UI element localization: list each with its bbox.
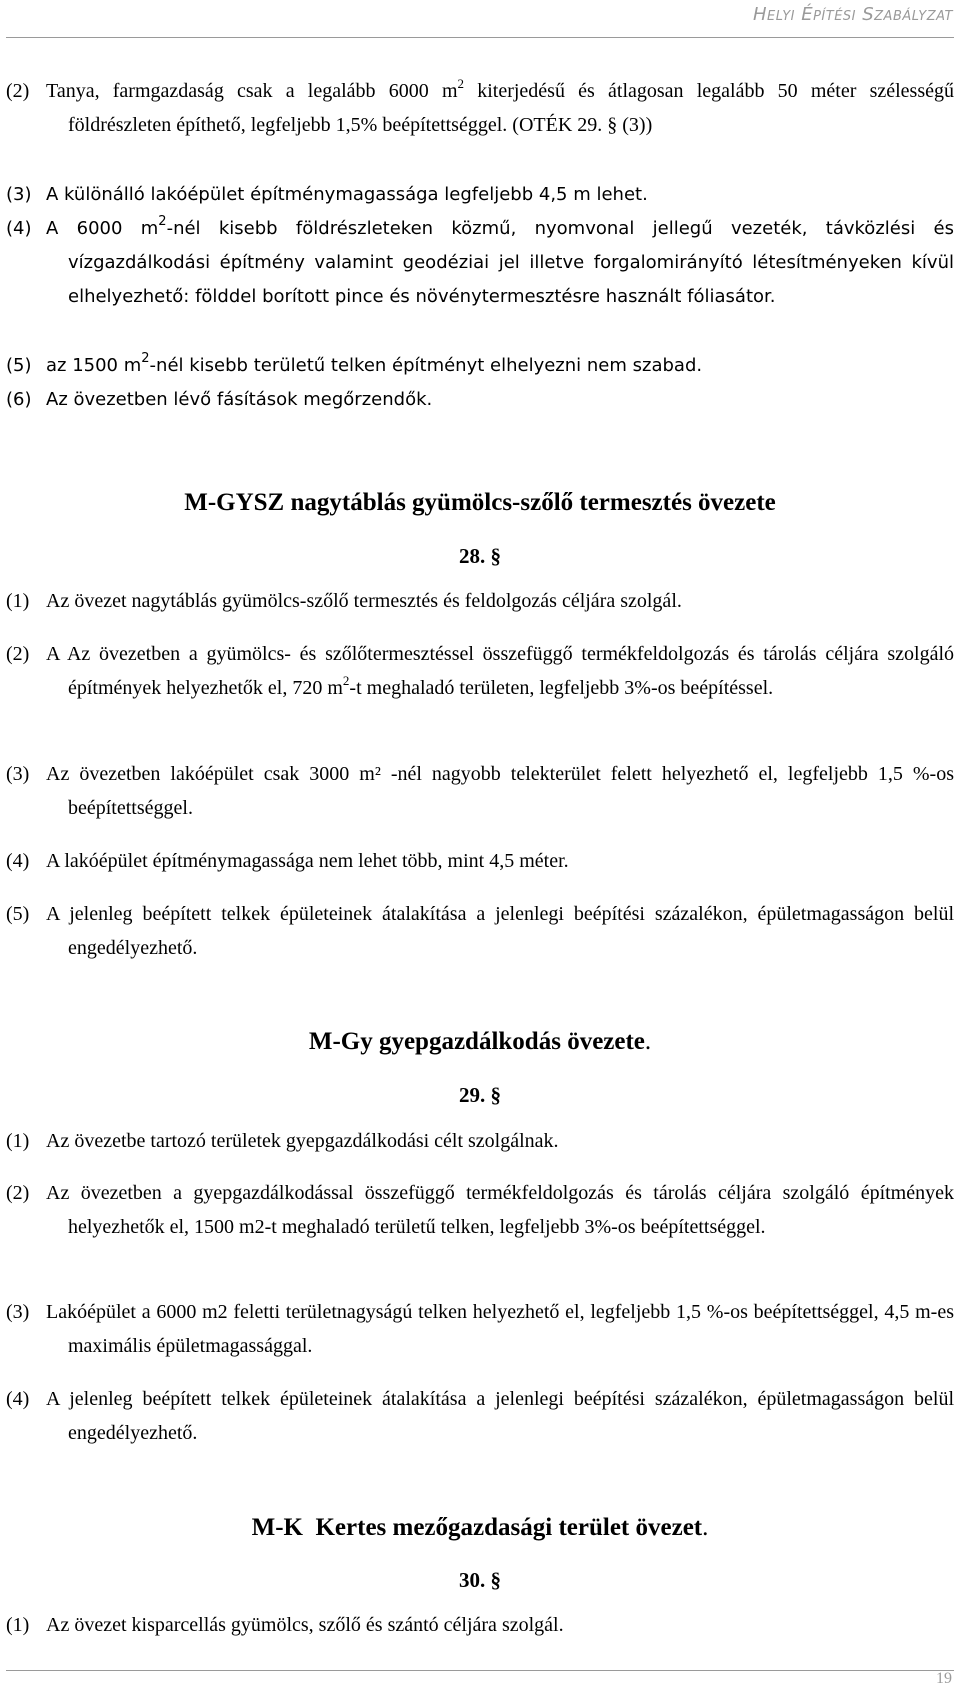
paragraph-number: (2) [6, 643, 30, 665]
paragraph-number: (1) [6, 590, 30, 612]
mk-paragraph-1 [6, 1608, 954, 1642]
paragraph-text: Az övezet nagytáblás gyümölcs-szőlő termesztés és feldolgozás céljára szolgál. [46, 590, 682, 612]
page-number: 19 [936, 1670, 952, 1687]
paragraph-text: A lakóépület építménymagassága nem lehet több, mint 4,5 méter. [46, 850, 569, 872]
section-heading-text: M-Gy gyepgazdálkodás övezete [308, 1028, 645, 1055]
paragraph-text: Az övezetben lévő fásítások megőrzendők. [46, 389, 433, 410]
paragraph-number: (2) [6, 1182, 30, 1204]
footer-divider [6, 1670, 954, 1671]
superscript: 2 [457, 76, 465, 91]
paragraph-text-tail: -nél kisebb területű telken építményt elhelyezni nem szabad. [149, 355, 703, 376]
paragraph-text: A jelenleg beépített telkek épületeinek átalakítása a jelenlegi beépítési százalékon, épületmagasságon belül engedélyezhető. [46, 1388, 954, 1444]
superscript: 2 [141, 351, 150, 366]
superscript: 2 [158, 214, 167, 229]
paragraph-number: (3) [6, 184, 32, 205]
paragraph-6 [6, 383, 954, 417]
paragraph-number: (2) [6, 80, 30, 102]
paragraph-3 [6, 178, 954, 212]
mgy-paragraph-2 [6, 1176, 954, 1244]
paragraph-number: (6) [6, 389, 32, 410]
paragraph-number: (3) [6, 1301, 30, 1323]
paragraph-text: Tanya, farmgazdaság csak a legalább 6000 m [46, 80, 458, 102]
section-number-29: 29. § [459, 1083, 501, 1107]
mgy-paragraph-3 [6, 1295, 954, 1363]
mgy-paragraph-4 [6, 1382, 954, 1450]
section-heading-period: . [702, 1514, 709, 1541]
paragraph-number: (1) [6, 1130, 30, 1152]
paragraph-5 [6, 349, 954, 383]
header-divider [6, 37, 954, 38]
superscript: 2 [342, 673, 350, 688]
paragraph-text-tail: kiterjedésű és átlagosan legalább 50 méter szélességű földrészleten építhető, legfeljebb 1,5% beépítettséggel. (OTÉK 29. § (3)) [68, 80, 954, 136]
paragraph-number: (3) [6, 763, 30, 785]
paragraph-text: Az övezetbe tartozó területek gyepgazdálkodási célt szolgálnak. [46, 1130, 559, 1152]
paragraph-text: az 1500 m [46, 355, 142, 376]
paragraph-text-tail: -nél kisebb földrészleteken közmű, nyomvonal jellegű vezeték, távközlési és vízgazdálkodási építmény valamint geodéziai jel illetve forgalomirányító létesítményeken kívül elhelyezhető: földdel borított pince és növénytermesztésre használt fóliasátor. [68, 218, 954, 307]
paragraph-4 [6, 212, 954, 314]
mgysz-paragraph-1 [6, 584, 954, 618]
section-heading-mgy [6, 1026, 954, 1058]
paragraph-number: (4) [6, 850, 30, 872]
paragraph-number: (1) [6, 1614, 30, 1636]
mgy-paragraph-1 [6, 1124, 954, 1158]
mgysz-paragraph-2 [6, 637, 954, 705]
mgysz-paragraph-3 [6, 757, 954, 825]
paragraph-text: A 6000 m [46, 218, 159, 239]
paragraph-text: Az övezetben lakóépület csak 3000 m² -nél nagyobb telekterület felett helyezhető el, legfeljebb 1,5 %-os beépítettséggel. [46, 763, 954, 819]
mgysz-paragraph-5 [6, 897, 954, 965]
section-number-28: 28. § [459, 544, 501, 568]
paragraph-text: Lakóépület a 6000 m2 feletti területnagyságú telken helyezhető el, legfeljebb 1,5 %-os beépítettséggel, 4,5 m-es maximális épületmagassággal. [46, 1301, 954, 1357]
section-heading-text: M-K Kertes mezőgazdasági terület övezet [251, 1514, 703, 1541]
running-header: Helyi Építési Szabályzat [752, 4, 953, 25]
mgysz-paragraph-4 [6, 844, 954, 878]
paragraph-text: Az övezetben a gyepgazdálkodással összefüggő termékfeldolgozás és tárolás céljára szolgáló építmények helyezhetők el, 1500 m2-t meghaladó területű telken, legfeljebb 3%-os beépítettséggel. [46, 1182, 954, 1238]
paragraph-number: (5) [6, 903, 30, 925]
section-heading-period: . [644, 1028, 652, 1055]
paragraph-number: (5) [6, 355, 32, 376]
paragraph-text: Az övezet kisparcellás gyümölcs, szőlő és szántó céljára szolgál. [46, 1614, 564, 1636]
paragraph-text: A jelenleg beépített telkek épületeinek átalakítása a jelenlegi beépítési százalékon, épületmagasságon belül engedélyezhető. [46, 903, 954, 959]
section-number-30: 30. § [459, 1568, 501, 1592]
paragraph-number: (4) [6, 218, 32, 239]
section-heading-mk [6, 1512, 954, 1544]
paragraph-2 [6, 74, 954, 142]
paragraph-number: (4) [6, 1388, 30, 1410]
section-heading-mgysz: M-GYSZ nagytáblás gyümölcs-szőlő termesztés övezete [184, 489, 776, 516]
paragraph-text: A különálló lakóépület építménymagassága legfeljebb 4,5 m lehet. [46, 184, 648, 205]
paragraph-text-tail: -t meghaladó területen, legfeljebb 3%-os beépítéssel. [349, 677, 774, 699]
paragraph-text: A Az övezetben a gyümölcs- és szőlőtermesztéssel összefüggő termékfeldolgozás és tárolás céljára szolgáló építmények helyezhetők el, 720 m [46, 643, 954, 699]
